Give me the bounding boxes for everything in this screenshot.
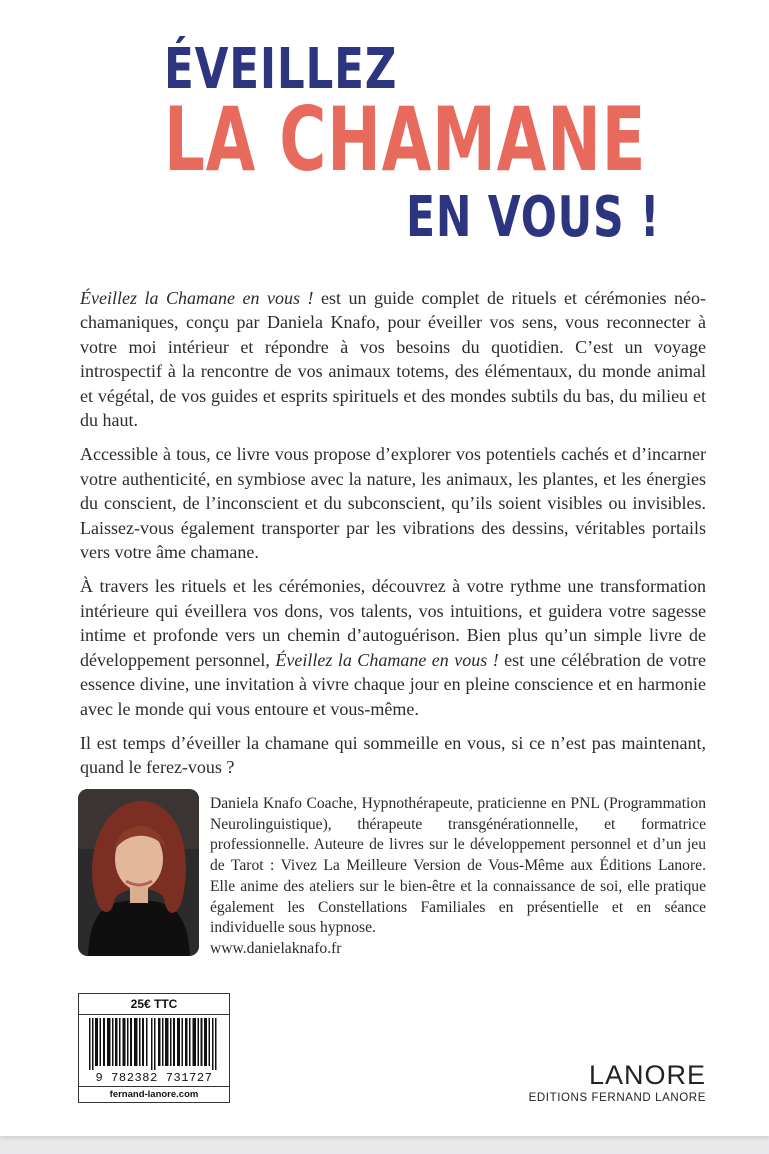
barcode-icon — [89, 1018, 217, 1070]
book-summary — [80, 286, 706, 790]
author-portrait-image — [78, 789, 199, 956]
author-website: www.danielaknafo.fr — [210, 939, 342, 957]
barcode-block — [78, 993, 230, 1103]
price-label: 25€ TTC — [79, 994, 229, 1015]
summary-paragraph-2: Accessible à tous, ce livre vous propose d’explorer vos potentiels cachés et d’incarner votre authenticité, en symbiose avec la nature, les animaux, les plantes, et les énergies du conscient, de l’inconscient et du subconscient, qu’ils soient visibles ou invisibles. Laissez-vous également transporter par les vibrations des dessins, véritables portails vers votre âme chamane. — [80, 444, 706, 563]
title-line-3: EN VOUS ! — [406, 185, 661, 250]
summary-paragraph-1 — [80, 286, 706, 432]
summary-paragraph-3 — [80, 574, 706, 720]
author-bio — [210, 794, 706, 960]
summary-text: est une célébration de votre essence divine, une invitation à vivre chaque jour en pleine conscience et en harmonie avec le monde qui vous entoure et vous-même. — [80, 649, 706, 719]
isbn-number: 9 782382 731727 — [95, 1071, 213, 1085]
summary-text: est un guide complet de rituels et cérémonies néo-chamaniques, conçu par Daniela Knafo, pour éveiller vos sens, vous reconnecter à votre moi intérieur et répondre à vos besoins du quotidien. C’est un voyage introspectif à la rencontre de vos animaux totems, des élémentaux, du monde animal et végétal, de vos guides et esprits spirituels et des mondes subtils du bas, du milieu et du haut. — [80, 288, 706, 431]
author-photo — [78, 789, 199, 956]
summary-text: À travers les rituels et les cérémonies, découvrez à votre rythme une transformation intérieure qui éveillera vos dons, vos talents, vos intuitions, et guidera votre sagesse intime et profonde vers un chemin d’autoguérison. Bien plus qu’un simple livre de développement personnel, — [80, 576, 706, 670]
publisher-name: EDITIONS FERNAND LANORE — [528, 1092, 706, 1104]
publisher-logo: LANORE — [588, 1060, 706, 1090]
summary-paragraph-4: Il est temps d’éveiller la chamane qui sommeille en vous, si ce n’est pas maintenant, quand le ferez-vous ? — [80, 732, 706, 778]
author-bio-text: Daniela Knafo Coache, Hypnothérapeute, praticienne en PNL (Programmation Neurolinguistique), thérapeute transgénérationnelle, et formatrice professionnelle. Auteure de livres sur le développement personnel et d’un jeu de Tarot : Vivez La Meilleure Version de Vous-Même aux Éditions Lanore. Elle anime des ateliers sur le bien-être et la connaissance de soi, elle pratique également les Constellations Familiales en présentielle et en séance individuelle sous hypnose. — [210, 795, 706, 937]
title-line-2: LA CHAMANE — [164, 88, 647, 191]
title-line-1: ÉVEILLEZ — [164, 37, 398, 102]
publisher-website: fernand-lanore.com — [79, 1086, 229, 1103]
book-title-italic: Éveillez la Chamane en vous ! — [80, 288, 314, 308]
book-title-italic: Éveillez la Chamane en vous ! — [275, 649, 499, 670]
